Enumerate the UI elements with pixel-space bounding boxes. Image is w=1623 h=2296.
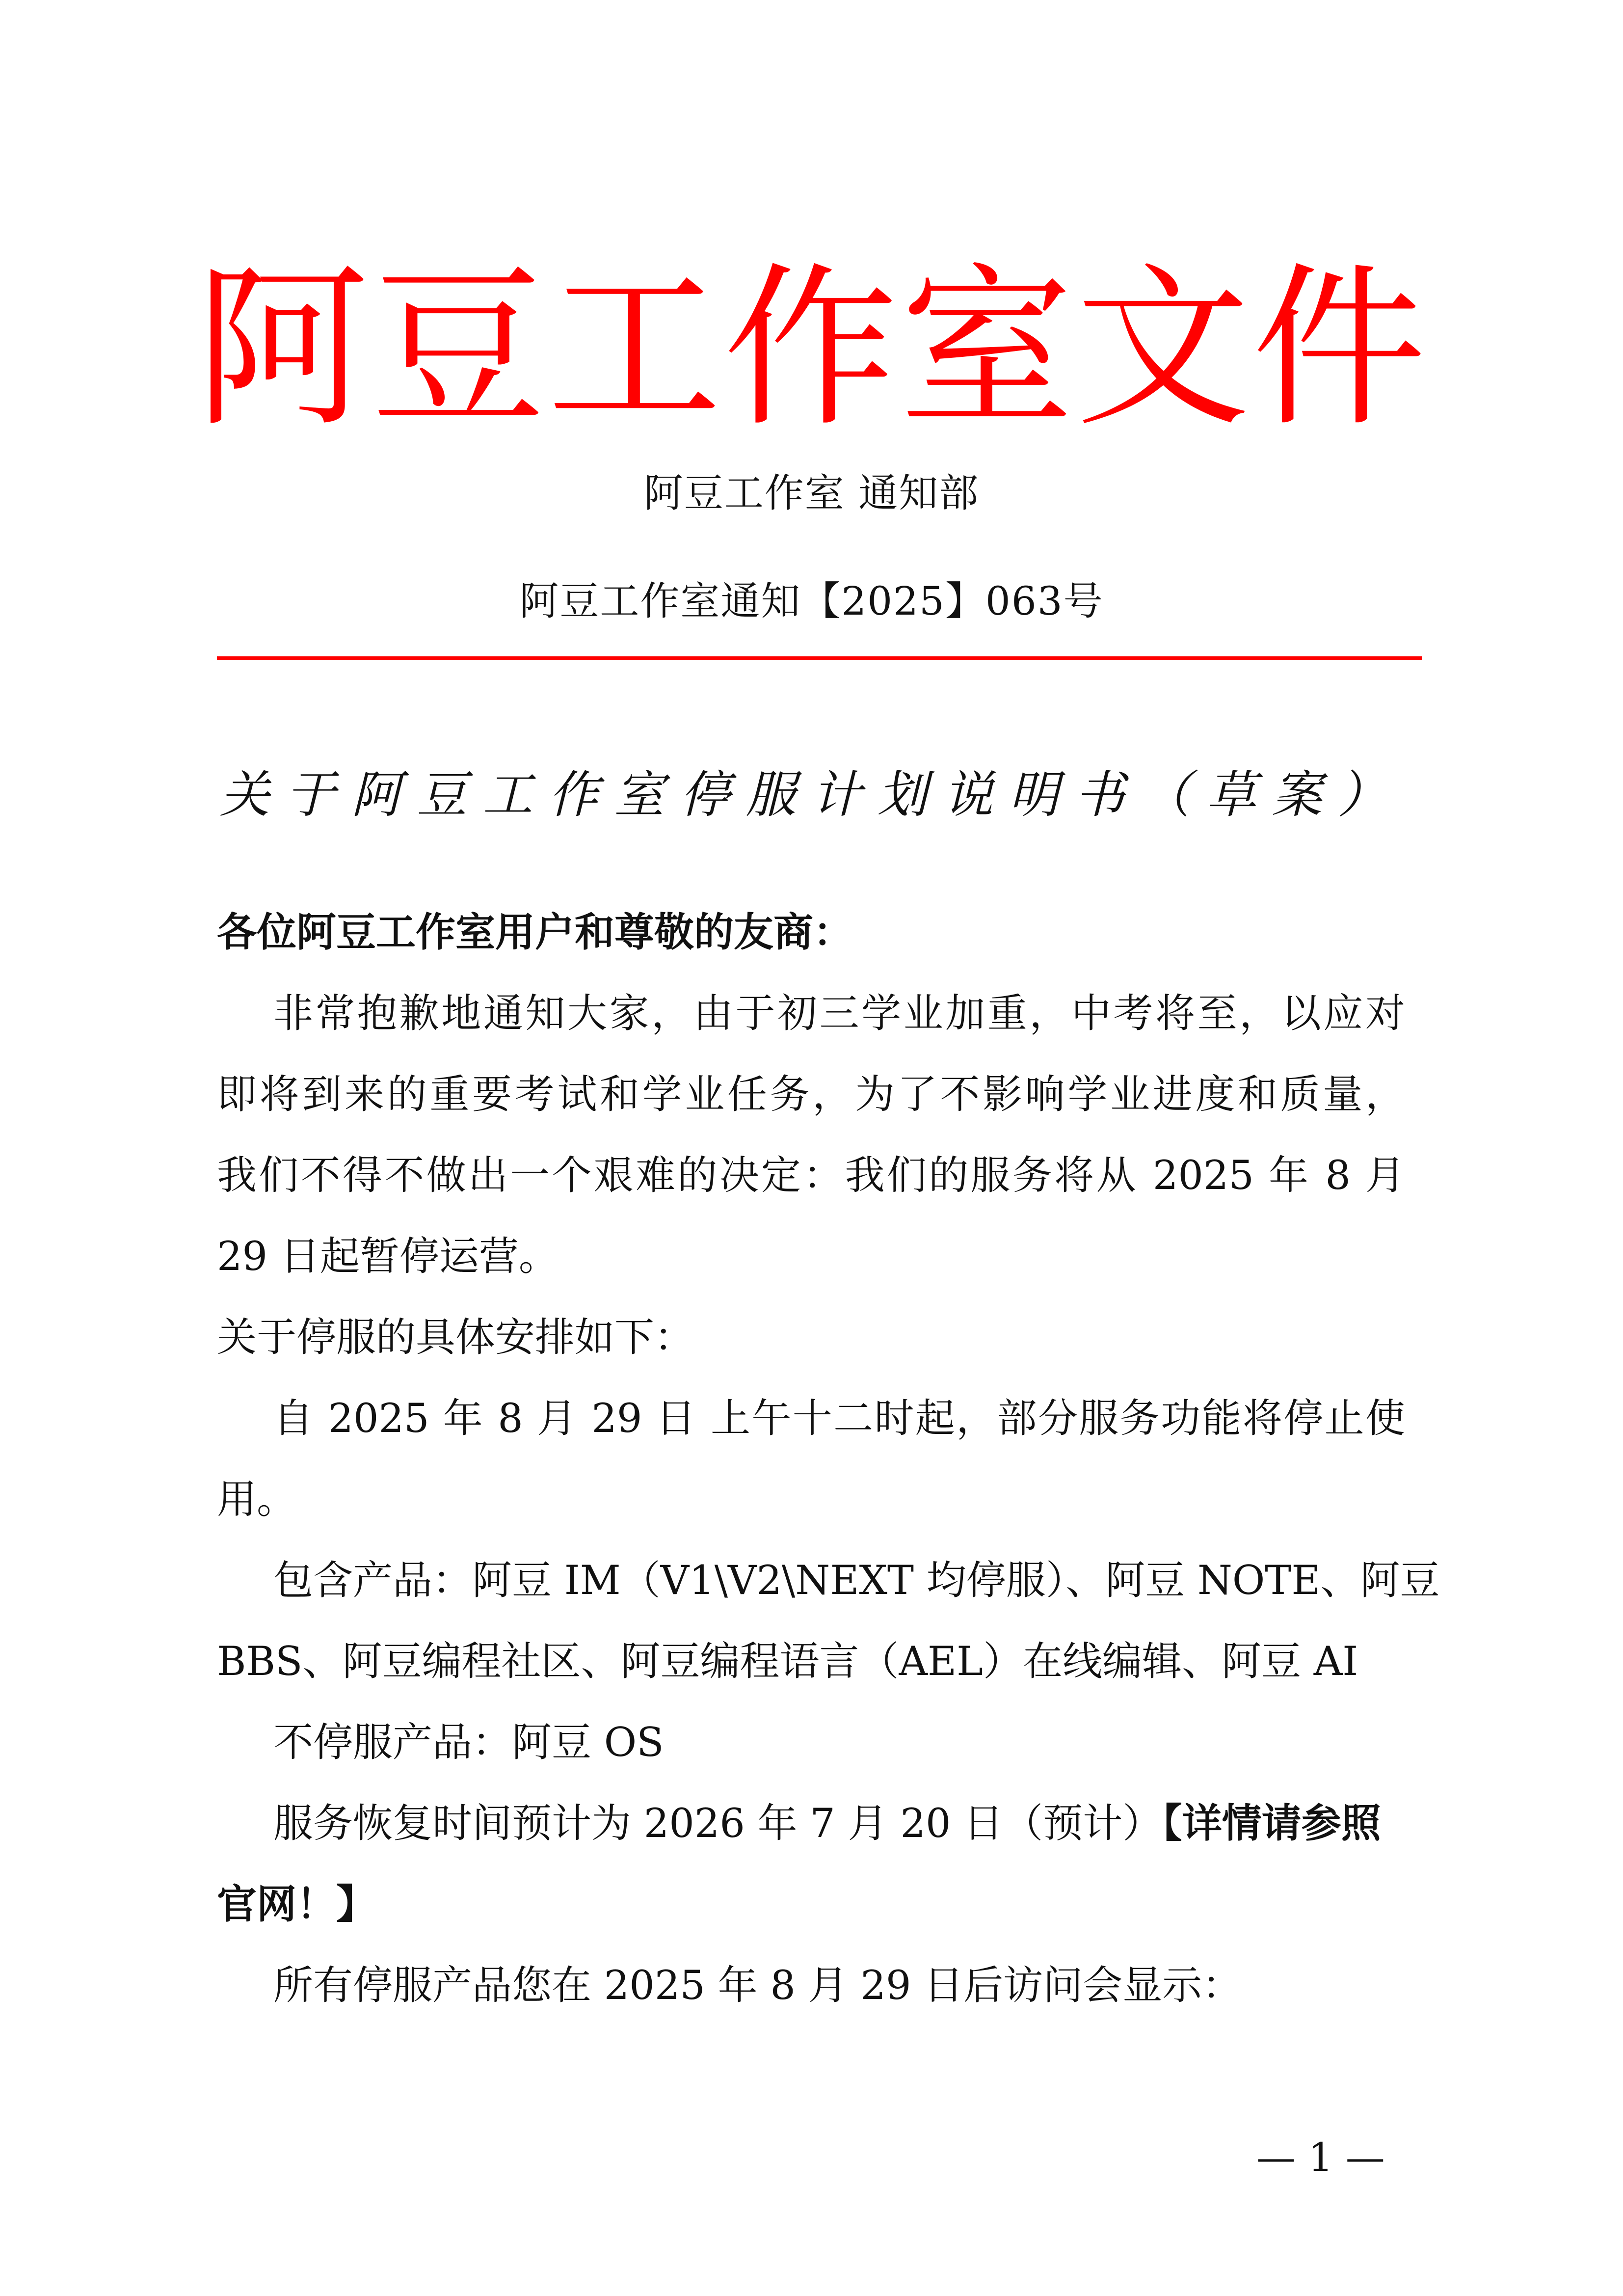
- body-line: 非常抱歉地通知大家，由于初三学业加重，中考将至，以应对: [273, 991, 1405, 1037]
- issuing-department: 阿豆工作室 通知部: [643, 470, 980, 516]
- excluded-products: 不停服产品：阿豆 OS: [273, 1720, 664, 1766]
- body-line: 用。: [217, 1477, 297, 1523]
- page-number: — 1 —: [1256, 2134, 1385, 2180]
- website-note: 官网！】: [217, 1882, 376, 1928]
- document-number: 阿豆工作室通知【2025】063号: [519, 578, 1104, 624]
- document-title: 关于阿豆工作室停服计划说明书（草案）: [219, 766, 1404, 824]
- body-line: 自 2025 年 8 月 29 日 上午十二时起，部分服务功能将停止使: [273, 1396, 1405, 1442]
- masthead-title: 阿豆工作室文件: [195, 247, 1428, 450]
- red-divider-line: [217, 656, 1422, 660]
- salutation: 各位阿豆工作室用户和尊敬的友商：: [217, 910, 853, 956]
- body-line: 29 日起暂停运营。: [217, 1234, 559, 1280]
- restore-date: 服务恢复时间预计为 2026 年 7 月 20 日（预计）: [273, 1801, 1163, 1847]
- restore-time: [273, 1797, 1381, 1851]
- included-products: 包含产品：阿豆 IM（V1\V2\NEXT 均停服）、阿豆 NOTE、阿豆: [273, 1558, 1440, 1604]
- body-line: 所有停服产品您在 2025 年 8 月 29 日后访问会显示：: [273, 1963, 1242, 2009]
- arrangement-heading: 关于停服的具体安排如下：: [217, 1315, 694, 1361]
- included-products: BBS、阿豆编程社区、阿豆编程语言（AEL）在线编辑、阿豆 AI: [217, 1639, 1358, 1685]
- website-note: 【详情请参照: [1162, 1801, 1381, 1847]
- body-line: 我们不得不做出一个艰难的决定：我们的服务将从 2025 年 8 月: [217, 1153, 1405, 1199]
- body-line: 即将到来的重要考试和学业任务，为了不影响学业进度和质量，: [217, 1072, 1405, 1118]
